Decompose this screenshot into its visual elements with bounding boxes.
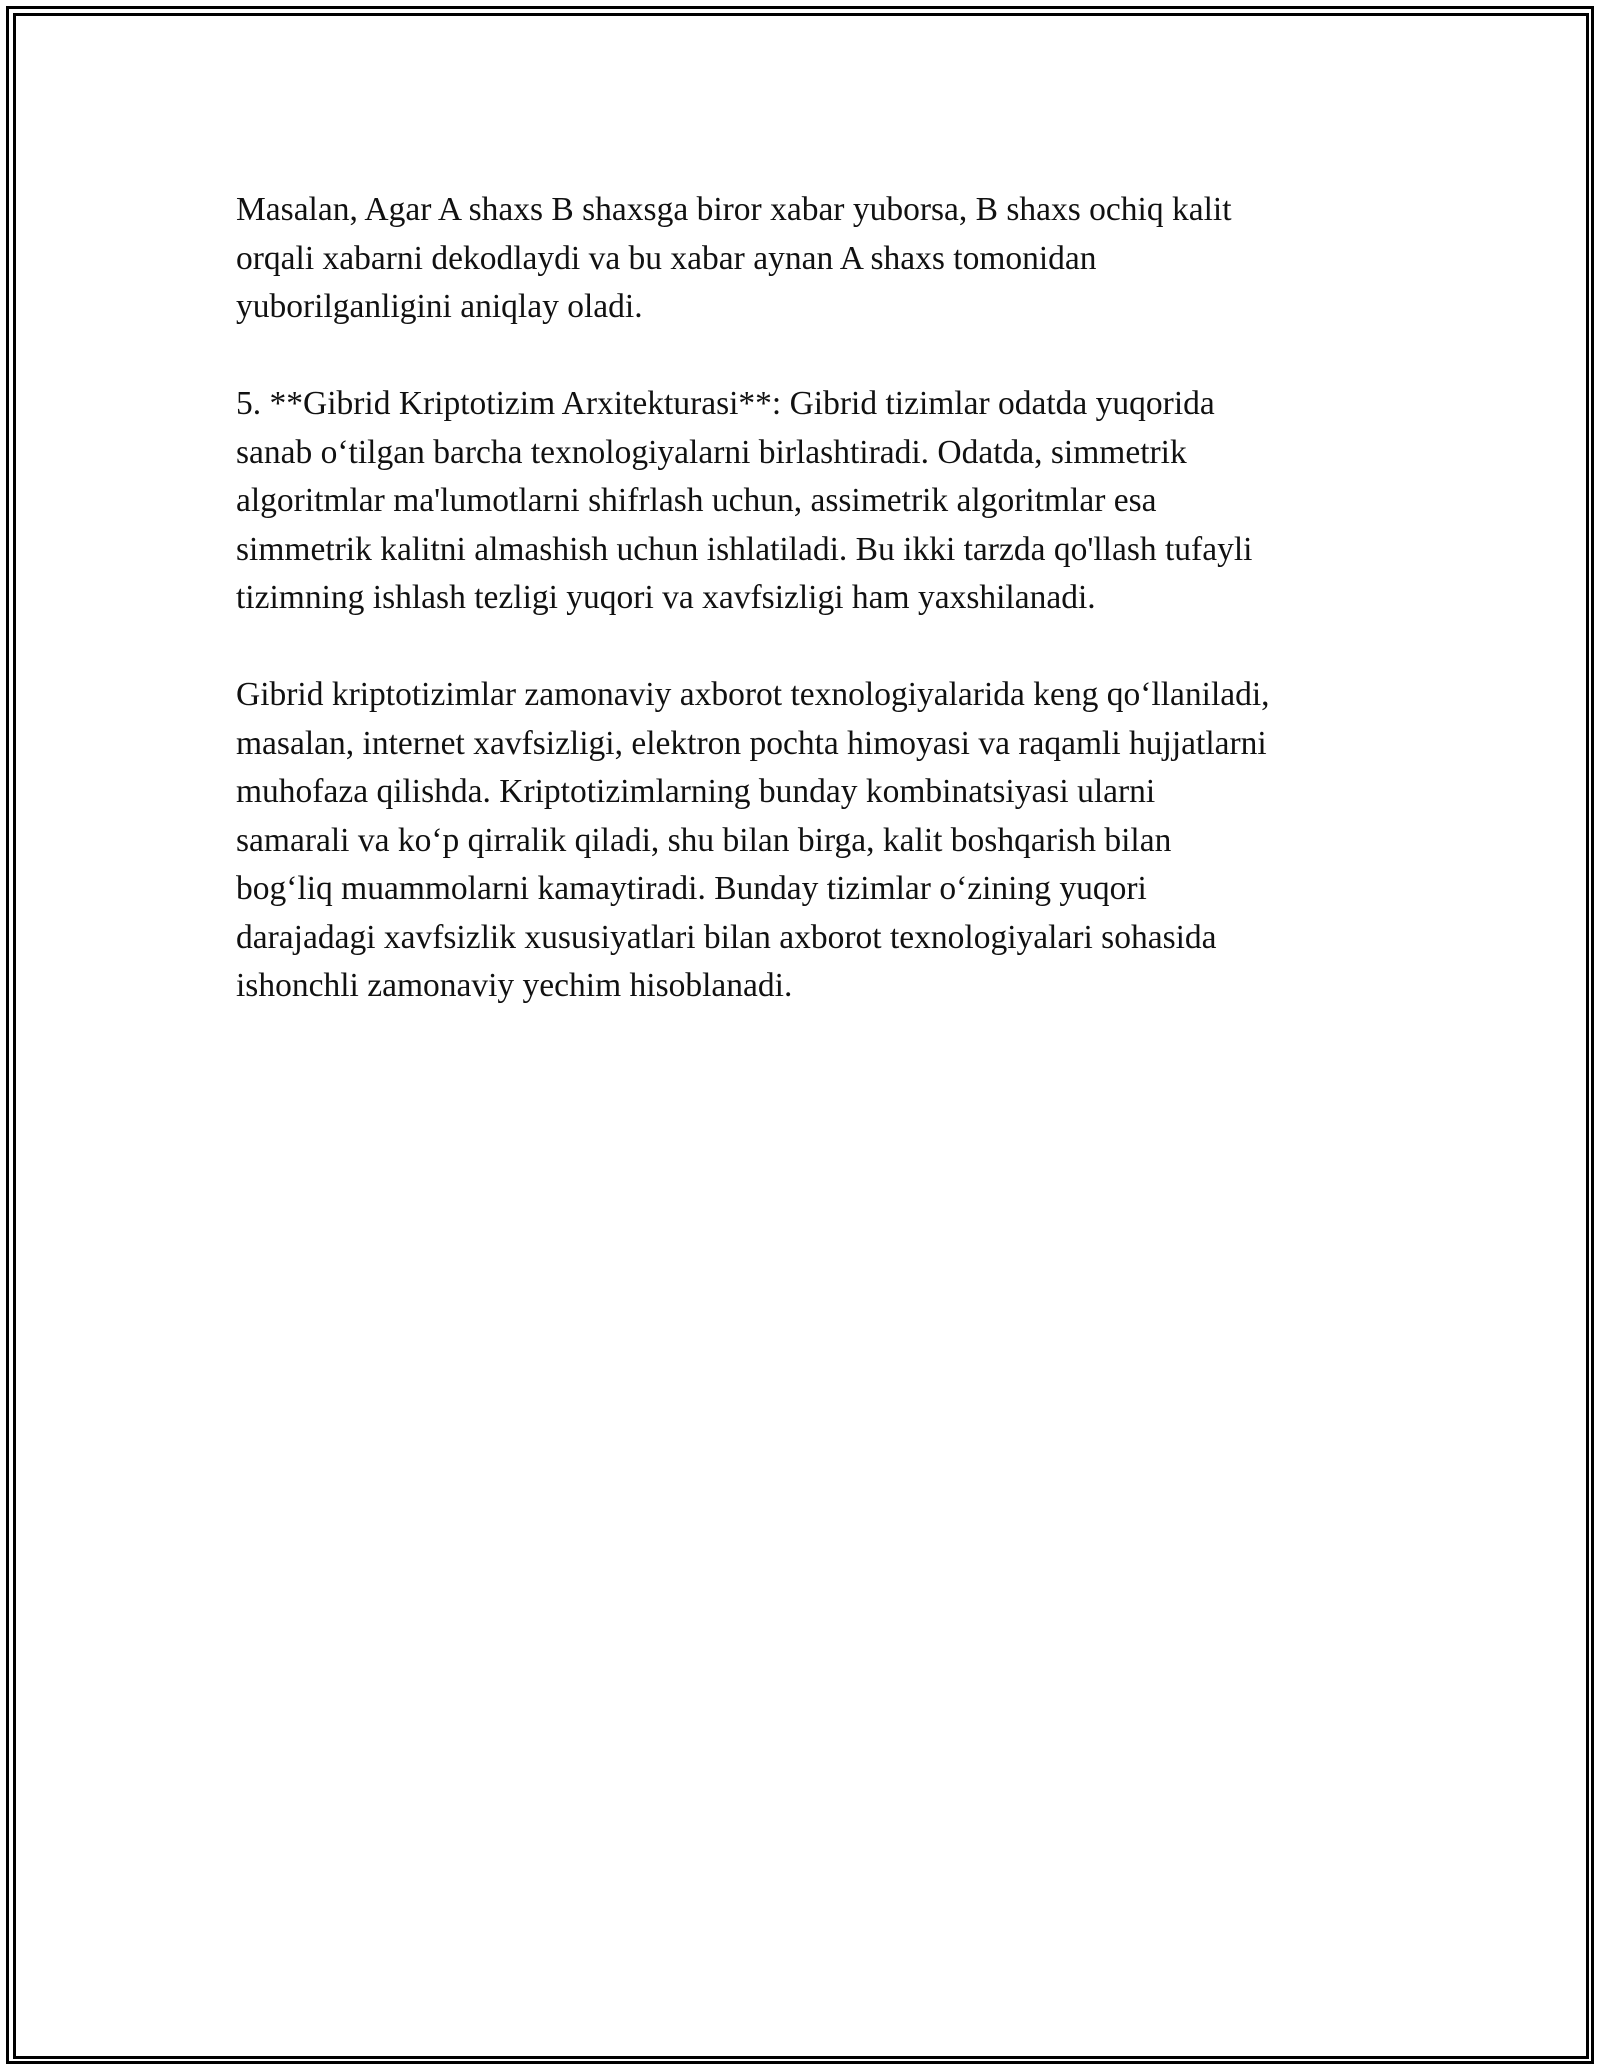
- text-line: tizimning ishlash tezligi yuqori va xavfsizligi ham yaxshilanadi.: [236, 579, 1096, 616]
- text-line: yuborilganligini aniqlay oladi.: [236, 288, 643, 325]
- text-line: muhofaza qilishda. Kriptotizimlarning bunday kombinatsiyasi ularni: [236, 773, 1156, 810]
- paragraph-spacer: [236, 332, 1386, 381]
- text-line: 5. **Gibrid Kriptotizim Arxitekturasi**: Gibrid tizimlar odatda yuqorida: [236, 385, 1215, 422]
- text-line: sanab oʻtilgan barcha texnologiyalarni birlashtiradi. Odatda, simmetrik: [236, 433, 1187, 471]
- text-line: algoritmlar ma'lumotlarni shifrlash uchun, assimetrik algoritmlar esa: [236, 482, 1157, 519]
- text-line: masalan, internet xavfsizligi, elektron pochta himoyasi va raqamli hujjatlarni: [236, 724, 1267, 762]
- text-line: Masalan, Agar A shaxs B shaxsga biror xabar yuborsa, B shaxs ochiq kalit: [236, 191, 1232, 228]
- paragraph-example: [236, 186, 1386, 332]
- text-line: Gibrid kriptotizimlar zamonaviy axborot texnologiyalarida keng qoʻllaniladi,: [236, 676, 1270, 713]
- text-line: bogʻliq muammolarni kamaytiradi. Bunday tizimlar oʻzining yuqori: [236, 870, 1147, 907]
- paragraph-hybrid-architecture: [236, 380, 1386, 623]
- paragraph-spacer: [236, 623, 1386, 672]
- paragraph-conclusion: [236, 671, 1386, 1011]
- text-line: orqali xabarni dekodlaydi va bu xabar aynan A shaxs tomonidan: [236, 239, 1097, 277]
- text-line: ishonchli zamonaviy yechim hisoblanadi.: [236, 967, 793, 1004]
- text-line: darajadagi xavfsizlik xususiyatlari bilan axborot texnologiyalari sohasida: [236, 918, 1217, 956]
- text-line: simmetrik kalitni almashish uchun ishlatiladi. Bu ikki tarzda qo'llash tufayli: [236, 530, 1253, 568]
- document-body: [236, 186, 1386, 1011]
- text-line: samarali va koʻp qirralik qiladi, shu bilan birga, kalit boshqarish bilan: [236, 821, 1172, 859]
